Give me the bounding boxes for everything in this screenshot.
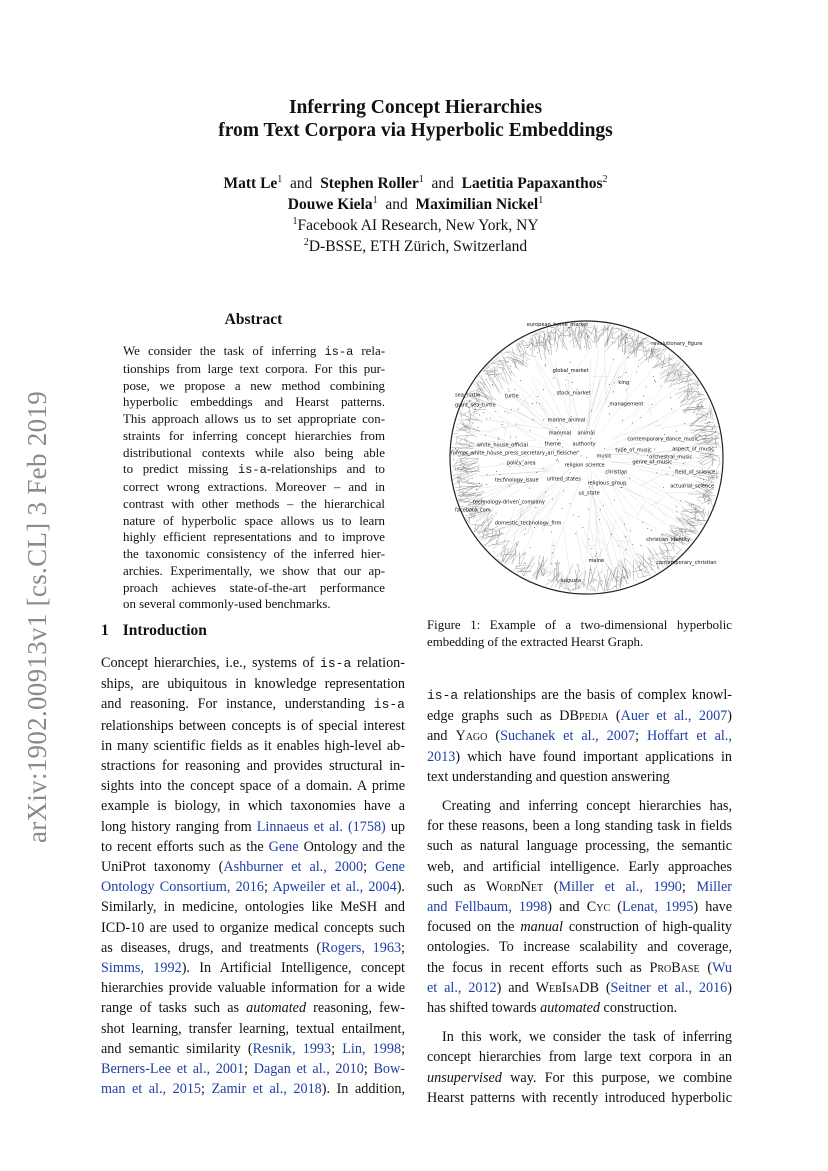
figure-node-label: contemporary_christian bbox=[656, 560, 717, 567]
figure-node-label: religion bbox=[564, 462, 584, 469]
figure-node-label: king bbox=[618, 379, 630, 386]
text-line: man et al., 2015; Zamir et al., 2018). In addition, bbox=[101, 1081, 405, 1098]
abstract-line: nature of hyperbolic space allows us to learn bbox=[123, 513, 385, 528]
text-line: Hearst patterns with recently introduced hyperbolic bbox=[427, 1089, 732, 1106]
author-name: Matt Le bbox=[223, 175, 278, 192]
figure-node-label: contemporary_dance_music bbox=[627, 436, 699, 443]
figure-node-label: technology-driven_company bbox=[472, 499, 545, 506]
text-line: Ontology Consortium, 2016; Apweiler et al., 2004). bbox=[101, 879, 405, 896]
affil-mark: 1 bbox=[292, 215, 298, 227]
section-number: 1 bbox=[101, 622, 109, 639]
and-word: and bbox=[431, 175, 454, 192]
figure-node-label: policy_area bbox=[506, 460, 536, 467]
figure-node-label: facebook.com bbox=[454, 507, 491, 514]
abstract-line: distributional contexts while also being able bbox=[123, 445, 385, 460]
abstract-line: pose, we propose a new method combining bbox=[123, 378, 385, 393]
abstract-line: contrast with other methods – the hierarchical bbox=[123, 496, 385, 511]
text-line: UniProt taxonomy (Ashburner et al., 2000; Gene bbox=[101, 859, 405, 876]
figure-node-label: religious_group bbox=[587, 480, 627, 487]
abstract-line: tionships from large text corpora. For this pur- bbox=[123, 361, 385, 376]
figure-node-label: type_of_music bbox=[615, 447, 652, 454]
title-line-1: Inferring Concept Hierarchies bbox=[288, 97, 543, 118]
figure-node-label: field_of_science bbox=[675, 469, 716, 476]
right-column-text bbox=[427, 685, 732, 1108]
text-line: for these reasons, been a long standing task in fields bbox=[427, 818, 732, 835]
text-line: Similarly, in medicine, ontologies like MeSH and bbox=[101, 899, 405, 916]
author-name: Maximilian Nickel bbox=[415, 196, 539, 213]
figure-node-label: global_market bbox=[552, 367, 589, 374]
text-line: focused on the manual construction of high-quality bbox=[427, 919, 732, 936]
abstract-line: correct wrong extractions. Moreover – and in bbox=[123, 480, 385, 494]
abstract-line: the taxonomic consistency of the inferred hier- bbox=[123, 547, 385, 561]
abstract-line: on several commonly-used benchmarks. bbox=[123, 597, 331, 612]
author-name: Douwe Kiela bbox=[287, 196, 373, 213]
abstract-line: This approach allows us to set appropriate con- bbox=[123, 412, 385, 426]
text-line: stractions for reasoning and provides structural in- bbox=[101, 758, 405, 775]
text-line: hierarchies provide valuable information for a wide bbox=[101, 980, 405, 997]
text-line: example is biology, in which taxonomies have a bbox=[101, 798, 405, 815]
figure-node-label: stock_market bbox=[556, 390, 591, 397]
text-line: et al., 2012) and WebIsaDB (Seitner et al., 2016) bbox=[427, 979, 732, 996]
figure-node-label: theme bbox=[544, 441, 562, 448]
text-line: web, and artificial intelligence. Early approaches bbox=[427, 858, 732, 875]
hyperbolic-embedding-figure bbox=[447, 318, 726, 597]
text-line: and semantic similarity (Resnik, 1993; Lin, 1998; bbox=[101, 1040, 406, 1057]
text-line: Simms, 1992). In Artificial Intelligence, concept bbox=[101, 960, 405, 977]
abstract-line: proach achieves state-of-the-art performance bbox=[123, 580, 385, 595]
affil-mark: 1 bbox=[277, 173, 283, 185]
affiliation-2: D-BSSE, ETH Zürich, Switzerland bbox=[308, 238, 528, 255]
text-line: 2013) which have found important applications in bbox=[427, 748, 732, 765]
affil-mark: 2 bbox=[602, 173, 608, 185]
figure-node-label: science bbox=[585, 462, 605, 469]
figure-node-label: actuarial_science bbox=[670, 483, 715, 490]
text-line: sights into the concept space of a domain. A prime bbox=[101, 778, 405, 795]
text-line: is-a relationships are the basis of complex knowl- bbox=[427, 687, 732, 703]
figure-node-label: turtle bbox=[504, 393, 519, 400]
title-line-2: from Text Corpora via Hyperbolic Embeddings bbox=[218, 120, 613, 141]
affil-mark: 1 bbox=[538, 194, 544, 206]
figure-node-label: maine bbox=[588, 558, 605, 565]
paper-title bbox=[100, 96, 731, 142]
text-line: such as WordNet (Miller et al., 1990; Miller bbox=[427, 878, 732, 895]
figure-node-label: domestic_technology_firm bbox=[494, 520, 562, 527]
section-heading bbox=[101, 622, 207, 640]
figure-node-label: aspect_of_music bbox=[672, 446, 715, 453]
figure-node-label: marine_animal bbox=[547, 417, 586, 424]
abstract-heading: Abstract bbox=[224, 311, 283, 328]
affiliation-1: Facebook AI Research, New York, NY bbox=[297, 217, 539, 234]
figure-node-label: us_state bbox=[578, 490, 600, 497]
figure-caption bbox=[427, 617, 732, 651]
figure-node-label: christian_identity bbox=[646, 537, 691, 544]
figure-node-label: christian bbox=[605, 469, 628, 476]
text-line: ICD-10 are used to organize medical concepts such bbox=[101, 919, 405, 936]
author-name: Stephen Roller bbox=[320, 175, 419, 192]
abstract-line: hyperbolic embeddings and Hearst patterns. bbox=[123, 395, 385, 410]
figure-node-label: animal bbox=[577, 430, 595, 437]
affil-mark: 2 bbox=[303, 236, 309, 248]
text-line: text understanding and question answering bbox=[427, 768, 670, 785]
abstract-line: straints for inferring concept hierarchies from bbox=[123, 428, 385, 443]
caption-line: Figure 1: Example of a two-dimensional hyperbolic bbox=[427, 618, 732, 632]
text-line: to recent efforts such as the Gene Ontology and the bbox=[101, 838, 405, 855]
text-line: Berners-Lee et al., 2001; Dagan et al., 2010; Bow- bbox=[101, 1061, 405, 1078]
figure-node-label: augusta bbox=[560, 578, 582, 585]
abstract-line: highly efficient representations and to improve bbox=[123, 530, 385, 545]
text-line: has shifted towards automated construction. bbox=[427, 1000, 678, 1017]
figure-node-label: music bbox=[596, 453, 612, 460]
figure-node-label: former_white_house_press_secretary_ari_fleischer bbox=[450, 450, 579, 457]
text-line: shot learning, transfer learning, textual entailment, bbox=[101, 1020, 405, 1037]
affil-mark: 1 bbox=[372, 194, 378, 206]
abstract-line: to predict missing is-a-relationships and to bbox=[123, 462, 385, 478]
figure-node-label: european_home_market bbox=[526, 321, 589, 328]
text-line: concept hierarchies from large text corpora in an bbox=[427, 1049, 732, 1066]
abstract-line: archies. Experimentally, we show that our ap- bbox=[123, 563, 385, 578]
text-line: range of tasks such as automated reasoning, few- bbox=[101, 1000, 405, 1017]
figure-node-label: revolutionary_figure bbox=[651, 340, 703, 347]
arxiv-stamp: arXiv:1902.00913v1 [cs.CL] 3 Feb 2019 bbox=[22, 390, 52, 844]
abstract-body bbox=[123, 343, 385, 613]
figure-node-label: orchestral_music bbox=[649, 454, 693, 461]
text-line: the focus in recent efforts such as ProBase (Wu bbox=[427, 959, 732, 976]
and-word: and bbox=[385, 196, 408, 213]
text-line: and Fellbaum, 1998) and Cyc (Lenat, 1995) have bbox=[427, 899, 733, 916]
author-block bbox=[100, 173, 731, 257]
text-line: unsupervised way. For this purpose, we combine bbox=[427, 1069, 732, 1086]
figure-node-label: genre_of_music bbox=[632, 459, 672, 466]
text-line: In this work, we consider the task of inferring bbox=[442, 1029, 732, 1046]
text-line: relationships between concepts is of special interest bbox=[101, 717, 405, 734]
affil-mark: 1 bbox=[418, 173, 424, 185]
figure-node-label: white_house_official bbox=[476, 442, 528, 449]
figure-node-label: sea_turtle bbox=[454, 392, 481, 399]
text-line: and Yago (Suchanek et al., 2007; Hoffart et al., bbox=[427, 728, 732, 745]
text-line: long history ranging from Linnaeus et al. (1758) up bbox=[101, 818, 406, 835]
text-line: in many scientific fields as it enables high-level ab- bbox=[101, 737, 405, 754]
section-title: Introduction bbox=[122, 622, 207, 639]
figure-node-label: united_states bbox=[546, 476, 581, 483]
text-line: Concept hierarchies, i.e., systems of is-a relation- bbox=[101, 655, 405, 671]
figure-node-label: technology_issue bbox=[494, 477, 539, 484]
figure-node-label: authority bbox=[572, 441, 596, 448]
figure-node-label: mammal bbox=[548, 430, 572, 437]
text-line: Creating and inferring concept hierarchies has, bbox=[442, 798, 732, 815]
abstract-line: We consider the task of inferring is-a rela- bbox=[123, 344, 385, 359]
left-column-text bbox=[101, 653, 405, 1099]
and-word: and bbox=[290, 175, 313, 192]
text-line: as diseases, drugs, and treatments (Rogers, 1963; bbox=[101, 939, 405, 956]
text-line: edge graphs such as DBpedia (Auer et al., 2007) bbox=[427, 708, 732, 725]
text-line: ships, are ubiquitous in knowledge representation bbox=[101, 676, 405, 693]
text-line: such as natural language processing, the semantic bbox=[427, 838, 732, 855]
caption-line: embedding of the extracted Hearst Graph. bbox=[427, 634, 644, 649]
text-line: and reasoning. For instance, understanding is-a bbox=[101, 696, 405, 713]
text-line: ontologies. To increase scalability and coverage, bbox=[427, 939, 732, 956]
figure-node-label: management bbox=[609, 401, 644, 408]
figure-node-label: giant_sea_turtle bbox=[454, 402, 496, 409]
author-name: Laetitia Papaxanthos bbox=[461, 175, 603, 192]
